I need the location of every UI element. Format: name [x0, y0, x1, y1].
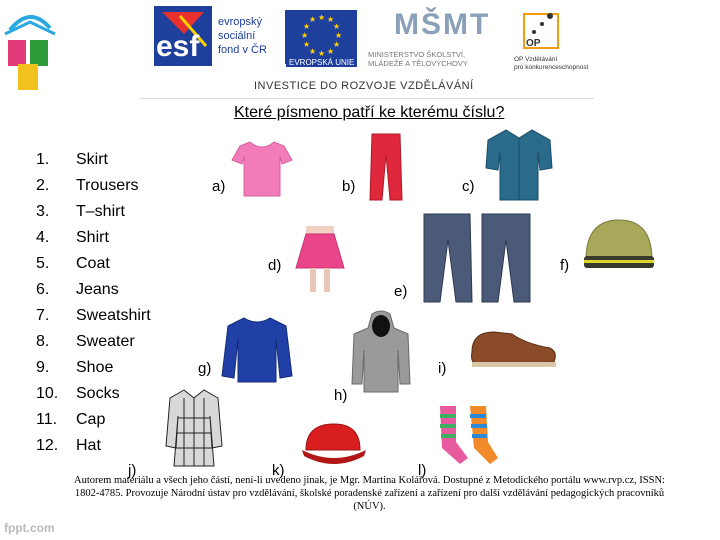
svg-text:OP: OP — [526, 38, 541, 49]
list-number: 4. — [36, 229, 50, 246]
skirt-image — [294, 224, 346, 294]
letter-k: k) — [272, 462, 285, 479]
list-item — [36, 356, 151, 382]
list-label: Shirt — [76, 229, 109, 246]
letter-c: c) — [462, 178, 475, 195]
list-label: Socks — [76, 385, 120, 402]
socks-image — [432, 402, 502, 468]
svg-text:★: ★ — [327, 47, 335, 56]
svg-text:★: ★ — [309, 15, 317, 24]
letter-l: l) — [418, 462, 427, 479]
list-label: Sweatshirt — [76, 307, 151, 324]
letter-e: e) — [394, 283, 408, 300]
esf-logo — [154, 6, 274, 68]
svg-text:★: ★ — [335, 31, 343, 40]
list-number: 12. — [36, 437, 59, 454]
svg-text:★: ★ — [333, 22, 341, 31]
list-item — [36, 252, 151, 278]
shoe-image — [466, 318, 560, 374]
list-item — [36, 200, 151, 226]
ministry-text-2: MLÁDEŽE A TĚLOVÝCHOVY — [368, 59, 468, 68]
list-item — [36, 148, 151, 174]
list-item — [36, 304, 151, 330]
list-label: Coat — [76, 255, 110, 272]
letter-h: h) — [334, 387, 348, 404]
shirt-image — [484, 128, 554, 202]
op-text-1: OP Vzdělávání — [514, 56, 558, 63]
list-item — [36, 434, 151, 460]
letter-f: f) — [560, 257, 570, 274]
list-number: 6. — [36, 281, 50, 298]
op-square-icon — [520, 10, 562, 52]
list-label: T–shirt — [76, 203, 125, 220]
list-number: 2. — [36, 177, 50, 194]
list-label: Shoe — [76, 359, 114, 376]
svg-text:★: ★ — [318, 13, 326, 22]
svg-text:★: ★ — [318, 49, 326, 58]
list-number: 1. — [36, 151, 50, 168]
list-item — [36, 174, 151, 200]
trousers-image — [366, 132, 406, 202]
esf-text-3: fond v ČR — [218, 44, 267, 56]
list-label: Hat — [76, 437, 101, 454]
ministry-text-1: MINISTERSTVO ŠKOLSTVÍ, — [368, 50, 466, 59]
list-number: 10. — [36, 385, 59, 402]
letter-a: a) — [212, 178, 226, 195]
svg-text:★: ★ — [303, 40, 311, 49]
list-label: Skirt — [76, 151, 108, 168]
letter-j: j) — [128, 462, 137, 479]
ministry-logo — [368, 8, 491, 68]
ministry-logo-text: MŠMT — [394, 8, 491, 41]
hat-image — [580, 216, 658, 274]
list-number: 9. — [36, 359, 50, 376]
svg-text:★: ★ — [303, 22, 311, 31]
list-label: Trousers — [76, 177, 139, 194]
list-item — [36, 226, 151, 252]
esf-text-2: sociální — [218, 30, 256, 42]
list-item — [36, 382, 151, 408]
esf-title: esf — [156, 30, 200, 63]
jeans-image — [418, 210, 536, 304]
svg-text:★: ★ — [309, 47, 317, 56]
coat-image — [164, 388, 224, 468]
list-label: Sweater — [76, 333, 135, 350]
footer-credit: Autorem materiálu a všech jeho částí, není-li uvedeno jinak, je Mgr. Martina Kolářová. Dostupné z Metodického portálu www.rvp.cz, ISSN: 1802-4785. Provozuje Národní ústav pro vzdělávání, školské poradenské zařízení a zařízení pro další vzdělávání pedagogických pracovníků (NÚV). — [74, 475, 665, 512]
list-label: Jeans — [76, 281, 119, 298]
question-heading: Které písmeno patří ke kterému číslu? — [234, 104, 505, 121]
svg-text:★: ★ — [301, 31, 309, 40]
eu-text: EVROPSKÁ UNIE — [286, 58, 357, 67]
svg-text:★: ★ — [327, 15, 335, 24]
list-number: 11. — [36, 411, 58, 428]
letter-i: i) — [438, 360, 447, 377]
letter-b: b) — [342, 178, 356, 195]
vocabulary-list — [36, 148, 151, 460]
svg-text:★: ★ — [333, 40, 341, 49]
list-item — [36, 278, 151, 304]
list-number: 8. — [36, 333, 50, 350]
op-text-2: pro konkurenceschopnost — [514, 64, 589, 71]
investment-text: INVESTICE DO ROZVOJE VZDĚLÁVÁNÍ — [254, 80, 474, 92]
cap-image — [298, 418, 370, 474]
tshirt-image — [230, 138, 294, 198]
eu-flag — [285, 10, 357, 64]
list-item — [36, 408, 151, 434]
clothes-hanger-decoration — [0, 0, 60, 92]
list-number: 7. — [36, 307, 50, 324]
list-label: Cap — [76, 411, 106, 428]
list-item — [36, 330, 151, 356]
sweater-image — [220, 314, 294, 384]
op-logo — [512, 6, 592, 72]
list-number: 5. — [36, 255, 50, 272]
sponsor-banner — [140, 0, 594, 99]
list-number: 3. — [36, 203, 50, 220]
esf-text-1: evropský — [218, 16, 263, 28]
watermark: fppt.com — [4, 521, 55, 535]
letter-g: g) — [198, 360, 212, 377]
sweatshirt-image — [350, 310, 412, 394]
letter-d: d) — [268, 257, 282, 274]
